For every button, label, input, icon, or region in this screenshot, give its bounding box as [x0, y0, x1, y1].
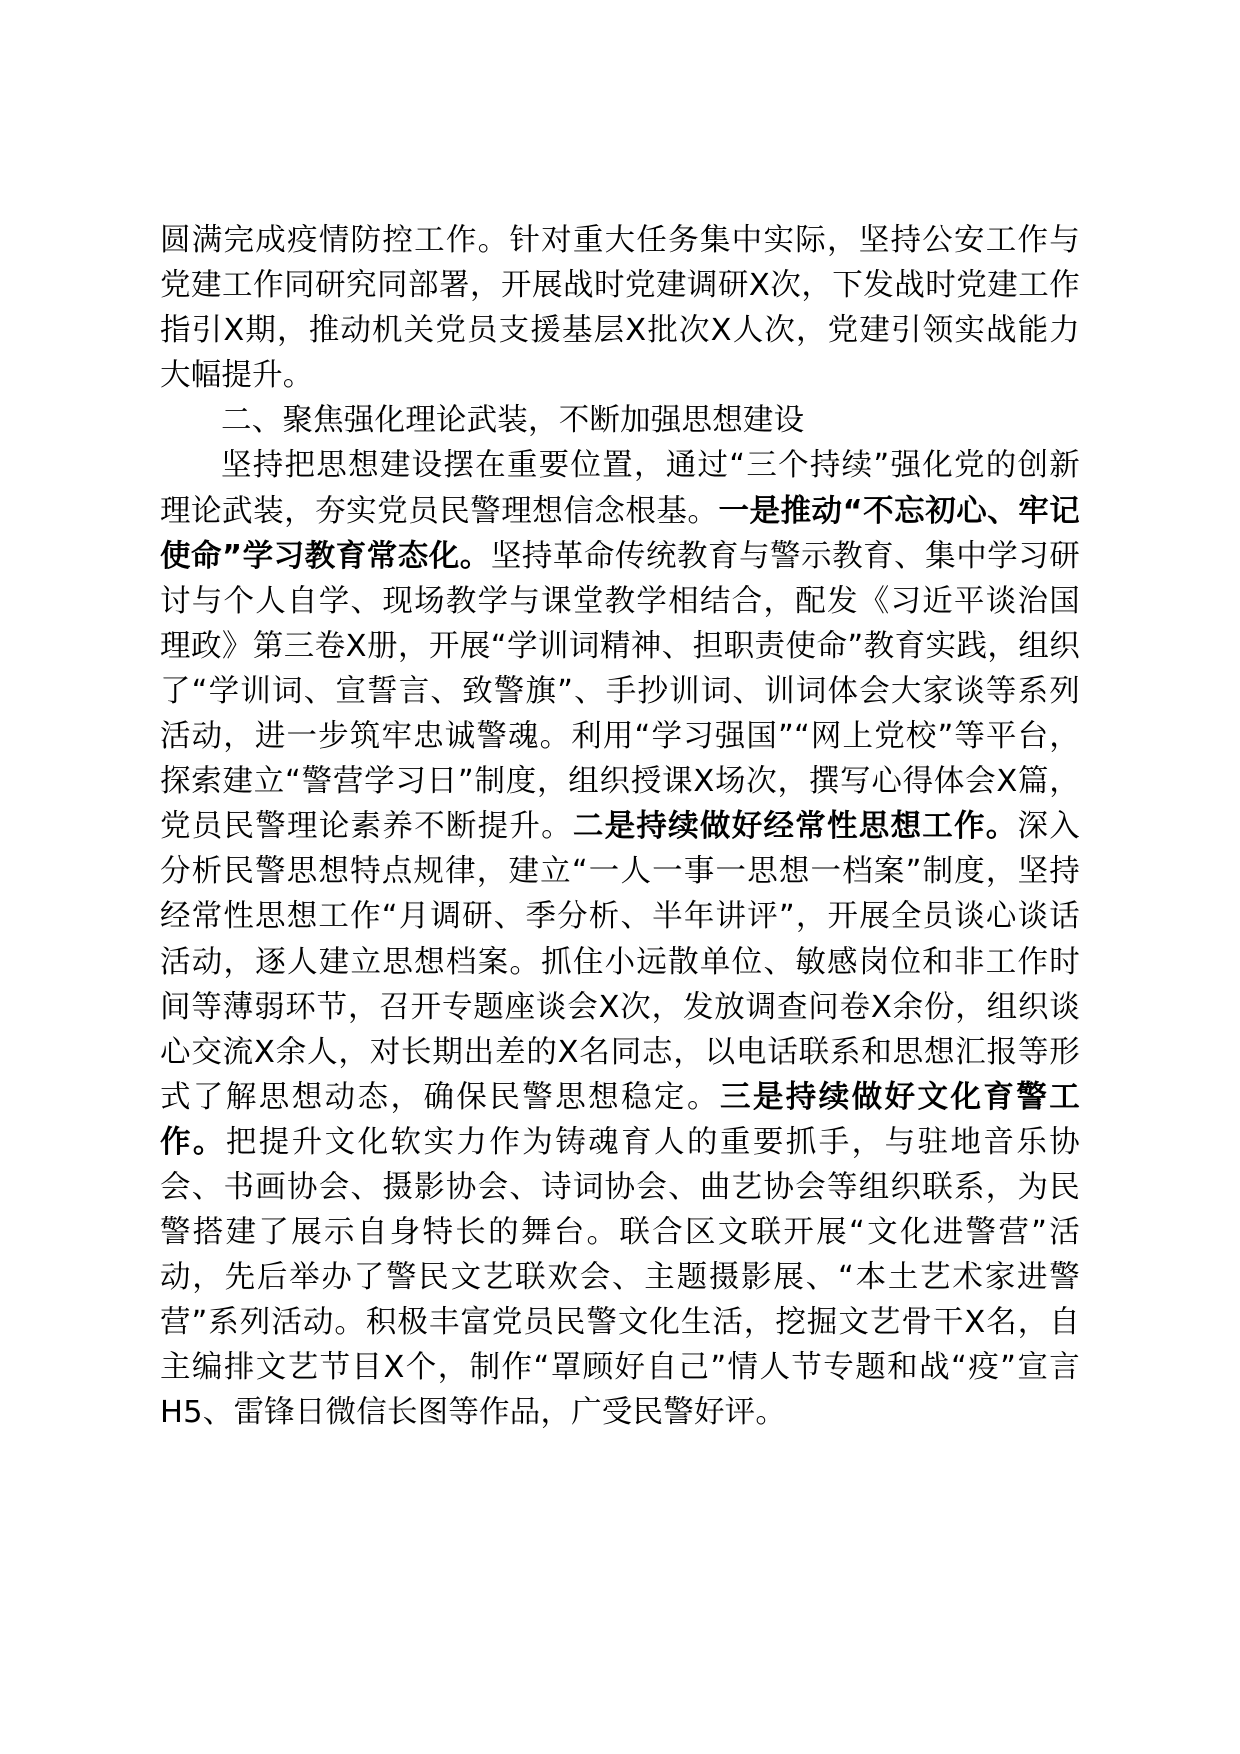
paragraph-2-intro: 坚持把思想建设摆在重要位置，通过“三个持续”强化党的创新理论武装，夯实党员民警理想信念根基。 [160, 448, 1080, 529]
point-3-title: 三是持续做好文化育警工作。 [160, 1079, 1081, 1160]
point-1-title: 一是推动“不忘初心、牢记使命”学习教育常态化。 [160, 493, 1080, 574]
document-body [160, 218, 1080, 1436]
section-heading: 二、聚焦强化理论武装，不断加强思想建设 [221, 403, 805, 439]
point-2-body: 深入分析民警思想特点规律，建立“一人一事一思想一档案”制度，坚持经常性思想工作“月调研、季分析、半年讲评”，开展全员谈心谈话活动，逐人建立思想档案。抓住小远散单位、敏感岗位和非工作时间等薄弱环节，召开专题座谈会X次，发放调查问卷X余份，组织谈心交流X余人，对长期出差的X名同志，以电话联系和思想汇报等形式了解思想动态，确保民警思想稳定。 [160, 809, 1080, 1115]
point-2-title: 二是持续做好经常性思想工作。 [572, 809, 1018, 845]
paragraph-1: 圆满完成疫情防控工作。针对重大任务集中实际，坚持公安工作与党建工作同研究同部署，开展战时党建调研X次，下发战时党建工作指引X期，推动机关党员支援基层X批次X人次，党建引领实战能力大幅提升。 [160, 223, 1080, 394]
point-3-body: 把提升文化软实力作为铸魂育人的重要抓手，与驻地音乐协会、书画协会、摄影协会、诗词协会、曲艺协会等组织联系，为民警搭建了展示自身特长的舞台。联合区文联开展“文化进警营”活动，先后举办了警民文艺联欢会、主题摄影展、“本土艺术家进警营”系列活动。积极丰富党员民警文化生活，挖掘文艺骨干X名，自主编排文艺节目X个，制作“罩顾好自己”情人节专题和战“疫”宣言H5、雷锋日微信长图等作品，广受民警好评。 [160, 1124, 1080, 1431]
paragraph-2 [160, 443, 1080, 1435]
point-1-body: 坚持革命传统教育与警示教育、集中学习研讨与个人自学、现场教学与课堂教学相结合，配发《习近平谈治国理政》第三卷X册，开展“学训词精神、担职责使命”教育实践，组织了“学训词、宣誓言、致警旗”、手抄训词、训词体会大家谈等系列活动，进一步筑牢忠诚警魂。利用“学习强国”“网上党校”等平台，探索建立“警营学习日”制度，组织授课X场次，撰写心得体会X篇，党员民警理论素养不断提升。 [160, 538, 1080, 845]
